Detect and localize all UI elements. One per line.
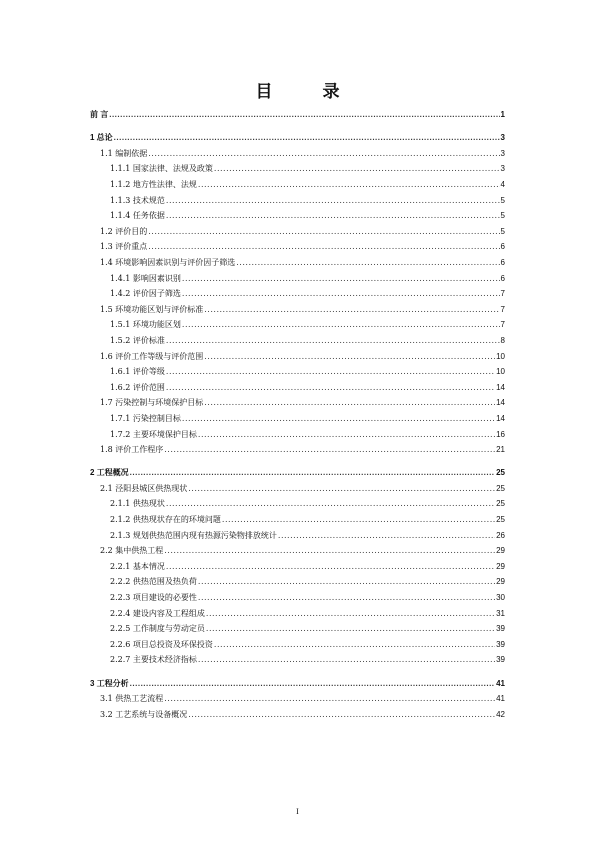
toc-leader-dots [182,289,500,299]
toc-leader-dots [206,624,495,634]
toc-entry-page: 7 [500,289,505,299]
toc-entry[interactable] [100,445,505,455]
toc-leader-dots [114,133,500,143]
toc-leader-dots [198,655,495,665]
toc-entry[interactable] [100,258,505,268]
toc-leader-dots [109,110,499,120]
toc-entry-label: 1.6 评价工作等级与评价范围 [100,351,204,361]
toc-entry-label: 1.1.1 国家法律、法规及政策 [110,164,213,174]
toc-entry-page: 39 [496,624,505,634]
toc-entry[interactable] [110,531,505,541]
toc-entry[interactable] [110,655,505,665]
toc-entry-page: 25 [496,515,505,524]
toc-entry-page: 7 [500,320,505,330]
toc-entry-page: 8 [500,335,505,345]
toc-entry-page: 25 [496,468,505,478]
page-number-footer: I [296,807,299,816]
toc-entry[interactable] [90,679,505,689]
toc-entry-page: 1 [500,110,505,119]
toc-leader-dots [130,679,495,689]
toc-entry[interactable] [110,289,505,299]
toc-leader-dots [166,336,500,346]
toc-leader-dots [164,694,495,704]
toc-leader-dots [148,242,499,252]
toc-entry-label: 2.2.5 工作制度与劳动定员 [110,624,205,634]
toc-entry[interactable] [100,305,505,315]
toc-entry[interactable] [100,352,505,362]
toc-entry[interactable] [110,562,505,572]
toc-leader-dots [206,609,495,619]
toc-entry-label: 1.5 环境功能区划与评价标准 [100,304,204,314]
toc-entry-label: 1.8 评价工作程序 [100,445,164,455]
toc-leader-dots [166,367,495,377]
toc-entry-page: 39 [496,655,505,665]
toc-entry-label: 1.7.1 污染控制目标 [110,413,181,423]
toc-entry-page: 7 [500,304,505,314]
toc-entry-page: 5 [500,195,505,205]
toc-entry-page: 31 [496,608,505,618]
toc-entry-page: 25 [496,499,505,509]
toc-entry[interactable] [100,484,505,494]
toc-entry-label: 1.5.2 评价标准 [110,335,165,345]
toc-leader-dots [148,227,499,237]
toc-entry-page: 29 [496,546,505,556]
toc-leader-dots [182,274,500,284]
toc-entry-page: 14 [496,382,505,392]
toc-entry[interactable] [100,227,505,237]
toc-entry-label: 1.4.2 评价因子筛选 [110,289,181,299]
toc-entry[interactable] [100,710,505,720]
toc-entry[interactable] [100,694,505,704]
toc-entry-label: 2.1.3 规划供热范围内现有热源污染物排放统计 [110,530,277,540]
toc-entry[interactable] [110,515,505,525]
toc-entry-label: 1.1.4 任务依据 [110,211,165,221]
toc-entry-label: 1 总论 [90,133,113,143]
toc-entry[interactable] [110,274,505,284]
toc-leader-dots [236,258,499,268]
toc-entry[interactable] [100,398,505,408]
toc-entry-label: 1.6.1 评价等级 [110,367,165,377]
page-title: 目 录 [255,82,362,102]
toc-entry-label: 1.7 污染控制与环境保护目标 [100,398,204,408]
toc-leader-dots [166,196,500,206]
toc-entry-label: 2.2.2 供热范围及热负荷 [110,577,197,587]
toc-entry[interactable] [100,242,505,252]
toc-entry-label: 2.1 泾阳县城区供热现状 [100,483,188,493]
toc-entry-page: 5 [500,211,505,221]
toc-entry[interactable] [110,196,505,206]
toc-entry[interactable] [110,609,505,619]
toc-leader-dots [166,211,500,221]
toc-entry-label: 2.2.6 项目总投资及环保投资 [110,639,213,649]
toc-leader-dots [164,445,495,455]
toc-entry[interactable] [90,110,505,120]
toc-entry-label: 1.7.2 主要环境保护目标 [110,429,197,439]
toc-leader-dots [222,515,495,525]
toc-entry[interactable] [90,133,505,143]
toc-leader-dots [130,468,495,478]
toc-entry-page: 6 [500,273,505,283]
toc-entry-page: 29 [496,561,505,571]
toc-entry[interactable] [110,336,505,346]
toc-entry[interactable] [110,367,505,377]
toc-leader-dots [214,164,500,174]
toc-entry-page: 3 [500,164,505,174]
toc-leader-dots [166,562,495,572]
toc-entry-page: 4 [500,179,505,189]
toc-entry-label: 前 言 [90,110,109,119]
toc-entry[interactable] [110,383,505,393]
toc-entry-label: 2.2 集中供热工程 [100,546,164,556]
toc-entry-page: 41 [496,678,505,688]
toc-entry-label: 2.1.1 供热现状 [110,499,165,509]
toc-entry-label: 1.1 编制依据 [100,148,148,158]
toc-entry-label: 1.3 评价重点 [100,242,148,252]
toc-entry-page: 14 [496,398,505,408]
toc-entry-page: 30 [496,593,505,602]
toc-leader-dots [278,531,495,541]
toc-entry[interactable] [110,499,505,509]
toc-entry-page: 26 [496,530,505,540]
toc-entry-label: 2.2.4 建设内容及工程组成 [110,608,205,618]
toc-entry[interactable] [100,149,505,159]
toc-entry-page: 41 [496,694,505,704]
toc-entry[interactable] [110,414,505,424]
toc-leader-dots [204,398,495,408]
toc-entry[interactable] [110,211,505,221]
toc-entry-label: 2.2.7 主要技术经济指标 [110,655,197,665]
toc-entry-page: 16 [496,429,505,439]
toc-leader-dots [164,546,495,556]
toc-entry[interactable] [110,640,505,650]
toc-entry-page: 29 [496,577,505,587]
toc-entry-page: 39 [496,639,505,649]
toc-entry-label: 1.1.2 地方性法律、法规 [110,179,197,189]
toc-leader-dots [188,710,495,720]
toc-entry[interactable] [90,468,505,478]
toc-leader-dots [182,320,500,330]
toc-leader-dots [148,149,499,159]
toc-leader-dots [214,640,495,650]
toc-entry[interactable] [110,164,505,174]
toc-entry[interactable] [110,430,505,440]
toc-entry-label: 2.1.2 供热现状存在的环境问题 [110,515,221,524]
toc-entry-page: 10 [496,351,505,361]
toc-leader-dots [204,305,499,315]
toc-entry-page: 5 [500,226,505,236]
toc-entry-label: 2.2.3 项目建设的必要性 [110,593,197,602]
toc-leader-dots [198,593,495,603]
toc-entry[interactable] [110,320,505,330]
toc-leader-dots [182,414,495,424]
toc-entry[interactable] [110,624,505,634]
toc-entry-label: 1.4 环境影响因素识别与评价因子筛选 [100,257,236,267]
toc-entry-page: 14 [496,413,505,423]
toc-entry-label: 3 工程分析 [90,678,129,688]
toc-entry-label: 3.2 工艺系统与设备概况 [100,709,188,719]
toc-leader-dots [188,484,495,494]
toc-entry-label: 2 工程概况 [90,468,129,478]
toc-leader-dots [198,180,500,190]
toc-entry-page: 3 [500,148,505,158]
toc-entry-label: 1.2 评价目的 [100,226,148,236]
toc-entry-page: 6 [500,242,505,252]
toc-leader-dots [166,499,495,509]
toc-entry-label: 1.6.2 评价范围 [110,382,165,392]
toc-entry-page: 3 [500,133,505,143]
toc-leader-dots [198,577,495,587]
toc-entry-label: 1.5.1 环境功能区划 [110,320,181,330]
toc-leader-dots [204,352,495,362]
toc-entry[interactable] [110,577,505,587]
toc-entry-label: 1.4.1 影响因素识别 [110,273,181,283]
toc-entry-page: 6 [500,257,505,267]
toc-entry-page: 25 [496,483,505,493]
toc-entry-page: 21 [496,445,505,455]
toc-entry[interactable] [110,180,505,190]
toc-entry[interactable] [110,593,505,603]
toc-entry[interactable] [100,546,505,556]
toc-leader-dots [166,383,495,393]
toc-entry-page: 10 [496,367,505,377]
toc-entry-label: 1.1.3 技术规范 [110,195,165,205]
toc-entry-label: 2.2.1 基本情况 [110,561,165,571]
toc-entry-page: 42 [496,709,505,719]
toc-entry-label: 3.1 供热工艺流程 [100,694,164,704]
toc-leader-dots [198,430,495,440]
